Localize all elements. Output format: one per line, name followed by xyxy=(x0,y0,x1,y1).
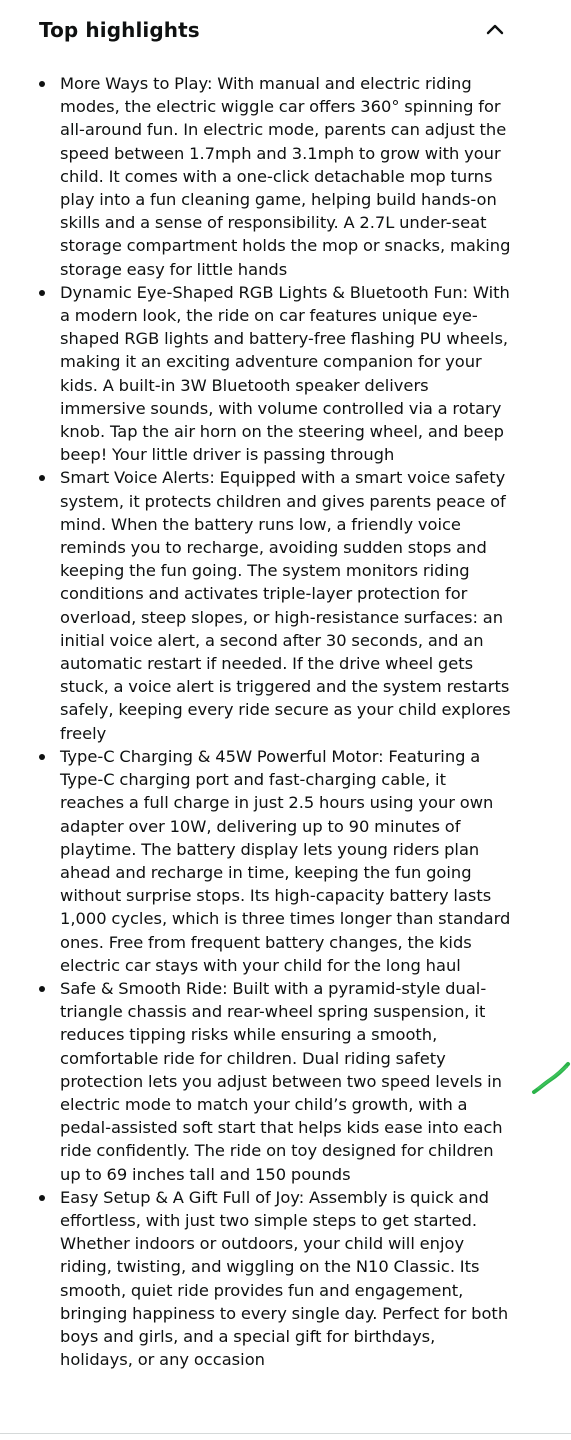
highlight-text: Smart Voice Alerts: Equipped with a smart voice safety system, it protects children and gives parents peace of mind. When the battery runs low, a friendly voice reminds you to recharge, avoiding sudden stops and keeping the fun going. The system monitors riding conditions and activates triple-layer protection for overload, steep slopes, or high-resistance surfaces: an initial voice alert, a second after 30 seconds, and an automatic restart if needed. If the drive wheel gets stuck, a voice alert is triggered and the system restarts safely, keeping every ride secure as your child explores freely xyxy=(60,468,511,743)
highlight-text: Type-C Charging & 45W Powerful Motor: Featuring a Type-C charging port and fast-charging cable, it reaches a full charge in just 2.5 hours using your own adapter over 10W, delivering up to 90 minutes of playtime. The battery display lets young riders plan ahead and recharge in time, keeping the fun going without surprise stops. Its high-capacity battery lasts 1,000 cycles, which is three times longer than standard ones. Free from frequent battery changes, the kids electric car stays with your child for the long haul xyxy=(60,746,511,975)
bullet-icon xyxy=(39,986,45,992)
collapse-button[interactable] xyxy=(480,14,510,44)
highlights-list xyxy=(0,72,571,1371)
highlight-item xyxy=(0,466,571,744)
highlight-text: Dynamic Eye-Shaped RGB Lights & Bluetooth Fun: With a modern look, the ride on car features unique eye-shaped RGB lights and battery-free flashing PU wheels, making it an exciting adventure companion for your kids. A built-in 3W Bluetooth speaker delivers immersive sounds, with volume controlled via a rotary knob. Tap the air horn on the steering wheel, and beep beep! Your little driver is passing through xyxy=(60,282,510,465)
bottom-divider xyxy=(0,1433,571,1434)
bullet-icon xyxy=(39,1195,45,1201)
highlight-text: Safe & Smooth Ride: Built with a pyramid-style dual-triangle chassis and rear-wheel spring suspension, it reduces tipping risks while ensuring a smooth, comfortable ride for children. Dual riding safety protection lets you adjust between two speed levels in electric mode to match your child’s growth, with a pedal-assisted soft start that helps kids ease into each ride confidently. The ride on toy designed for children up to 69 inches tall and 150 pounds xyxy=(60,978,503,1184)
bullet-icon xyxy=(39,754,45,760)
highlight-item xyxy=(0,745,571,977)
highlight-item xyxy=(0,1186,571,1372)
highlight-item xyxy=(0,281,571,467)
highlight-text: Easy Setup & A Gift Full of Joy: Assembly is quick and effortless, with just two simple steps to get started. Whether indoors or outdoors, your child will enjoy riding, twisting, and wiggling on the N10 Classic. Its smooth, quiet ride provides fun and engagement, bringing happiness to every single day. Perfect for both boys and girls, and a special gift for birthdays, holidays, or any occasion xyxy=(60,1187,509,1370)
highlight-item xyxy=(0,977,571,1186)
bullet-icon xyxy=(39,81,45,87)
highlights-header[interactable] xyxy=(0,0,571,58)
chevron-up-icon xyxy=(485,23,505,35)
green-scribble xyxy=(530,1058,571,1098)
bullet-icon xyxy=(39,475,45,481)
highlight-item xyxy=(0,72,571,281)
section-title: Top highlights xyxy=(39,18,200,42)
highlight-text: More Ways to Play: With manual and electric riding modes, the electric wiggle car offers 360° spinning for all-around fun. In electric mode, parents can adjust the speed between 1.7mph and 3.1mph to grow with your child. It comes with a one-click detachable mop turns play into a fun cleaning game, helping build hands-on skills and a sense of responsibility. A 2.7L under-seat storage compartment holds the mop or snacks, making storage easy for little hands xyxy=(60,74,511,279)
bullet-icon xyxy=(39,290,45,296)
